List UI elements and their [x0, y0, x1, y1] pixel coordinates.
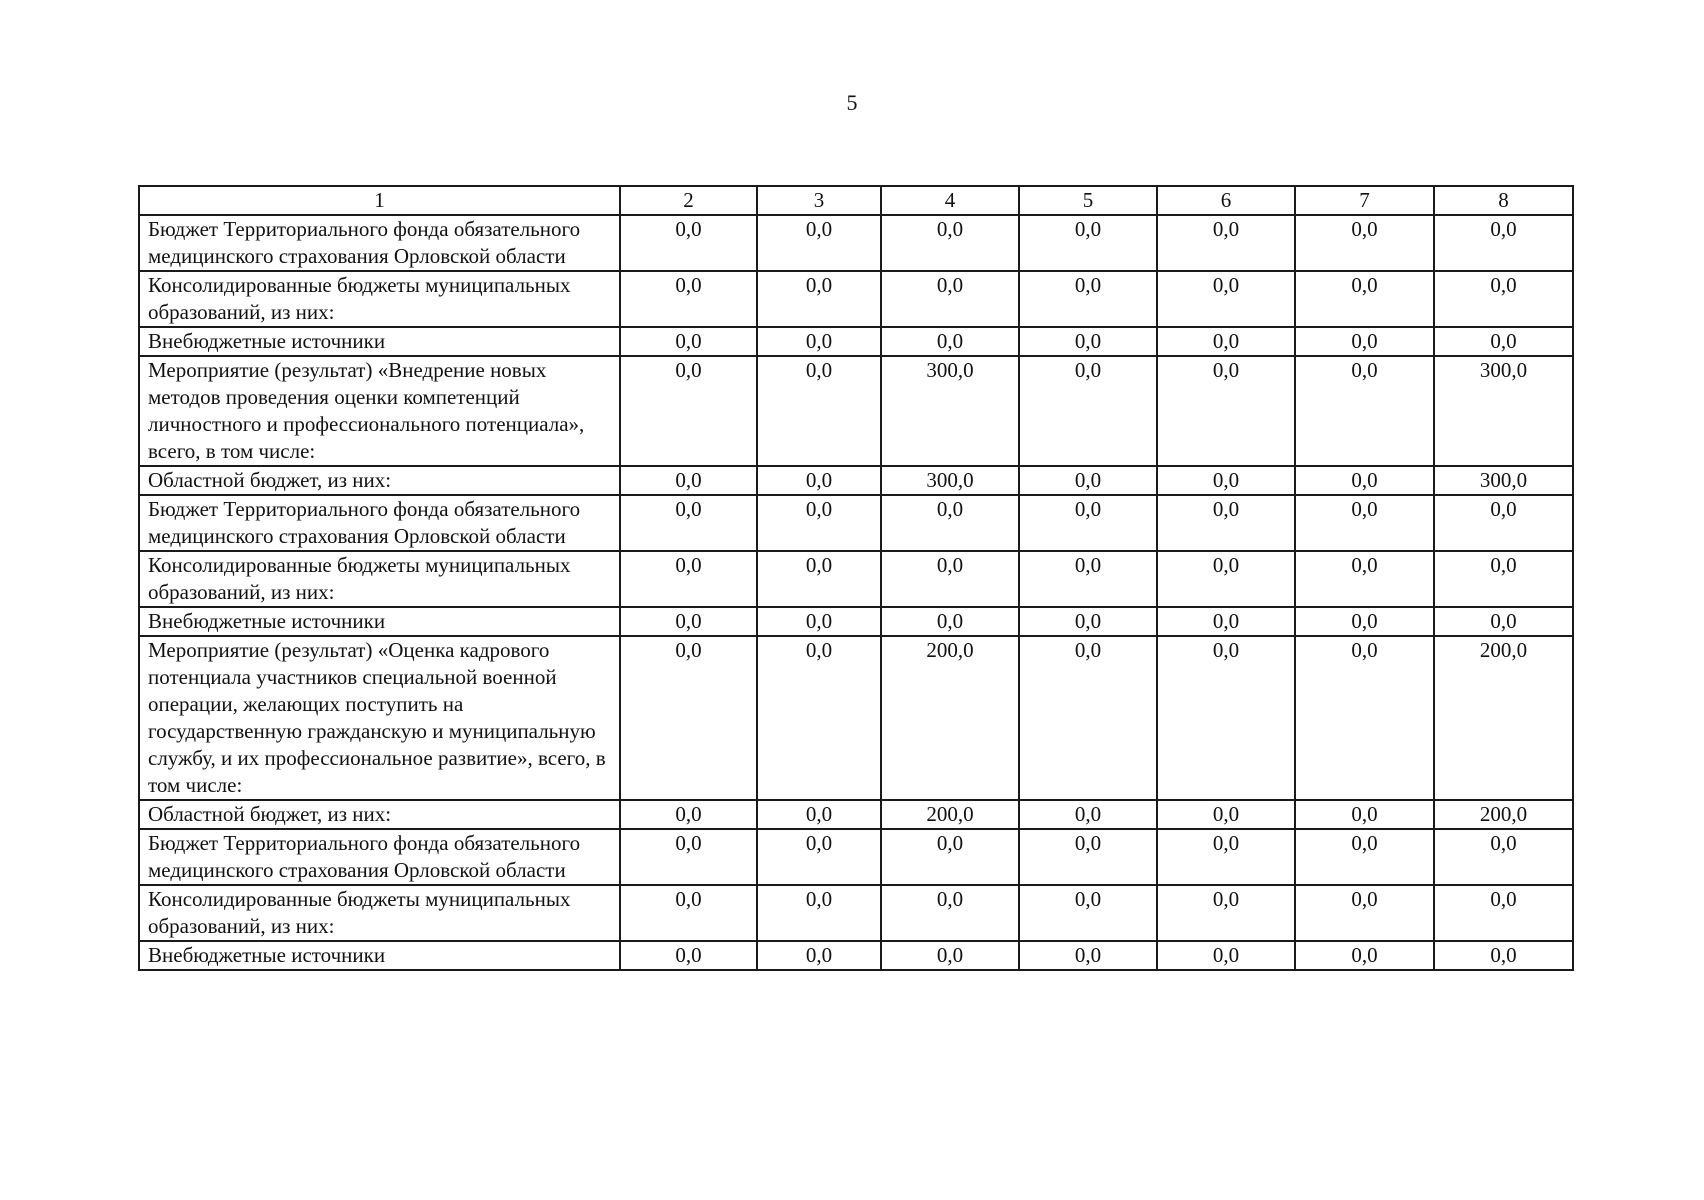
- table-row: [139, 495, 1573, 551]
- value-cell: 0,0: [1295, 551, 1434, 607]
- column-header: 4: [881, 186, 1019, 215]
- value-cell: 0,0: [881, 271, 1019, 327]
- value-cell: 0,0: [620, 885, 757, 941]
- value-cell: 0,0: [1295, 356, 1434, 466]
- value-cell: 0,0: [1295, 941, 1434, 970]
- row-label: Мероприятие (результат) «Оценка кадрового потенциала участников специальной военной операции, желающих поступить на государственную гражданскую и муниципальную службу, и их профессиональное развитие», всего, в том числе:: [139, 636, 620, 800]
- value-cell: 200,0: [1434, 636, 1573, 800]
- table-row: [139, 636, 1573, 800]
- value-cell: 0,0: [1019, 885, 1157, 941]
- table-row: [139, 271, 1573, 327]
- value-cell: 0,0: [1019, 356, 1157, 466]
- value-cell: 0,0: [1434, 215, 1573, 271]
- value-cell: 0,0: [620, 327, 757, 356]
- value-cell: 0,0: [1434, 607, 1573, 636]
- row-label: Консолидированные бюджеты муниципальных образований, из них:: [139, 271, 620, 327]
- value-cell: 0,0: [1019, 829, 1157, 885]
- value-cell: 0,0: [1019, 800, 1157, 829]
- value-cell: 0,0: [1157, 271, 1295, 327]
- value-cell: 0,0: [1157, 327, 1295, 356]
- column-header: 5: [1019, 186, 1157, 215]
- value-cell: 0,0: [757, 800, 881, 829]
- header-row: [139, 186, 1573, 215]
- value-cell: 0,0: [1434, 885, 1573, 941]
- value-cell: 0,0: [1434, 941, 1573, 970]
- column-header: 2: [620, 186, 757, 215]
- value-cell: 0,0: [757, 356, 881, 466]
- row-label: Консолидированные бюджеты муниципальных образований, из них:: [139, 885, 620, 941]
- value-cell: 0,0: [757, 327, 881, 356]
- value-cell: 0,0: [620, 215, 757, 271]
- value-cell: 0,0: [1295, 466, 1434, 495]
- value-cell: 0,0: [1019, 215, 1157, 271]
- value-cell: 0,0: [1295, 495, 1434, 551]
- budget-table: [138, 185, 1574, 971]
- value-cell: 0,0: [1157, 495, 1295, 551]
- value-cell: 0,0: [620, 607, 757, 636]
- value-cell: 0,0: [620, 551, 757, 607]
- value-cell: 0,0: [1157, 829, 1295, 885]
- table-row: [139, 215, 1573, 271]
- row-label: Мероприятие (результат) «Внедрение новых методов проведения оценки компетенций личностного и профессионального потенциала», всего, в том числе:: [139, 356, 620, 466]
- table-row: [139, 829, 1573, 885]
- value-cell: 0,0: [1019, 607, 1157, 636]
- value-cell: 0,0: [1157, 885, 1295, 941]
- value-cell: 0,0: [1295, 885, 1434, 941]
- value-cell: 0,0: [757, 551, 881, 607]
- column-header: 6: [1157, 186, 1295, 215]
- value-cell: 0,0: [1019, 271, 1157, 327]
- value-cell: 0,0: [881, 495, 1019, 551]
- value-cell: 0,0: [620, 829, 757, 885]
- value-cell: 300,0: [881, 356, 1019, 466]
- column-header: 7: [1295, 186, 1434, 215]
- value-cell: 0,0: [1157, 215, 1295, 271]
- table-row: [139, 941, 1573, 970]
- value-cell: 200,0: [881, 636, 1019, 800]
- row-label: Областной бюджет, из них:: [139, 800, 620, 829]
- value-cell: 300,0: [1434, 466, 1573, 495]
- value-cell: 0,0: [620, 271, 757, 327]
- value-cell: 0,0: [1157, 356, 1295, 466]
- table-row: [139, 466, 1573, 495]
- value-cell: 0,0: [1295, 327, 1434, 356]
- column-header: 1: [139, 186, 620, 215]
- value-cell: 300,0: [881, 466, 1019, 495]
- value-cell: 0,0: [881, 607, 1019, 636]
- value-cell: 0,0: [881, 941, 1019, 970]
- table-row: [139, 356, 1573, 466]
- value-cell: 0,0: [1434, 495, 1573, 551]
- table-row: [139, 885, 1573, 941]
- value-cell: 0,0: [757, 215, 881, 271]
- value-cell: 0,0: [757, 636, 881, 800]
- value-cell: 0,0: [881, 885, 1019, 941]
- column-header: 3: [757, 186, 881, 215]
- value-cell: 0,0: [757, 466, 881, 495]
- value-cell: 0,0: [1295, 800, 1434, 829]
- value-cell: 0,0: [1295, 636, 1434, 800]
- value-cell: 0,0: [757, 607, 881, 636]
- value-cell: 0,0: [757, 885, 881, 941]
- value-cell: 0,0: [881, 829, 1019, 885]
- row-label: Внебюджетные источники: [139, 327, 620, 356]
- row-label: Областной бюджет, из них:: [139, 466, 620, 495]
- table-body: [139, 215, 1573, 970]
- value-cell: 0,0: [881, 551, 1019, 607]
- value-cell: 0,0: [1434, 271, 1573, 327]
- value-cell: 200,0: [881, 800, 1019, 829]
- value-cell: 0,0: [1019, 495, 1157, 551]
- value-cell: 0,0: [881, 215, 1019, 271]
- table-row: [139, 607, 1573, 636]
- value-cell: 0,0: [1295, 271, 1434, 327]
- value-cell: 0,0: [1019, 551, 1157, 607]
- value-cell: 0,0: [1019, 636, 1157, 800]
- value-cell: 0,0: [881, 327, 1019, 356]
- row-label: Бюджет Территориального фонда обязательного медицинского страхования Орловской области: [139, 215, 620, 271]
- value-cell: 0,0: [620, 800, 757, 829]
- value-cell: 0,0: [1157, 551, 1295, 607]
- value-cell: 0,0: [620, 466, 757, 495]
- row-label: Консолидированные бюджеты муниципальных образований, из них:: [139, 551, 620, 607]
- value-cell: 0,0: [1434, 829, 1573, 885]
- value-cell: 0,0: [1157, 466, 1295, 495]
- value-cell: 0,0: [1295, 829, 1434, 885]
- row-label: Бюджет Территориального фонда обязательного медицинского страхования Орловской области: [139, 495, 620, 551]
- value-cell: 0,0: [620, 636, 757, 800]
- value-cell: 0,0: [620, 495, 757, 551]
- value-cell: 0,0: [620, 941, 757, 970]
- value-cell: 0,0: [1019, 327, 1157, 356]
- value-cell: 0,0: [1019, 941, 1157, 970]
- value-cell: 300,0: [1434, 356, 1573, 466]
- value-cell: 0,0: [1157, 941, 1295, 970]
- row-label: Бюджет Территориального фонда обязательного медицинского страхования Орловской области: [139, 829, 620, 885]
- value-cell: 0,0: [1157, 636, 1295, 800]
- table-row: [139, 800, 1573, 829]
- value-cell: 0,0: [1434, 551, 1573, 607]
- value-cell: 0,0: [757, 271, 881, 327]
- page-number: 5: [846, 90, 858, 115]
- table-row: [139, 551, 1573, 607]
- value-cell: 0,0: [1295, 607, 1434, 636]
- table-row: [139, 327, 1573, 356]
- value-cell: 0,0: [1295, 215, 1434, 271]
- value-cell: 0,0: [1157, 800, 1295, 829]
- value-cell: 0,0: [757, 829, 881, 885]
- value-cell: 0,0: [620, 356, 757, 466]
- column-header: 8: [1434, 186, 1573, 215]
- row-label: Внебюджетные источники: [139, 607, 620, 636]
- row-label: Внебюджетные источники: [139, 941, 620, 970]
- value-cell: 0,0: [1157, 607, 1295, 636]
- value-cell: 0,0: [757, 495, 881, 551]
- value-cell: 0,0: [1434, 327, 1573, 356]
- value-cell: 200,0: [1434, 800, 1573, 829]
- value-cell: 0,0: [1019, 466, 1157, 495]
- value-cell: 0,0: [757, 941, 881, 970]
